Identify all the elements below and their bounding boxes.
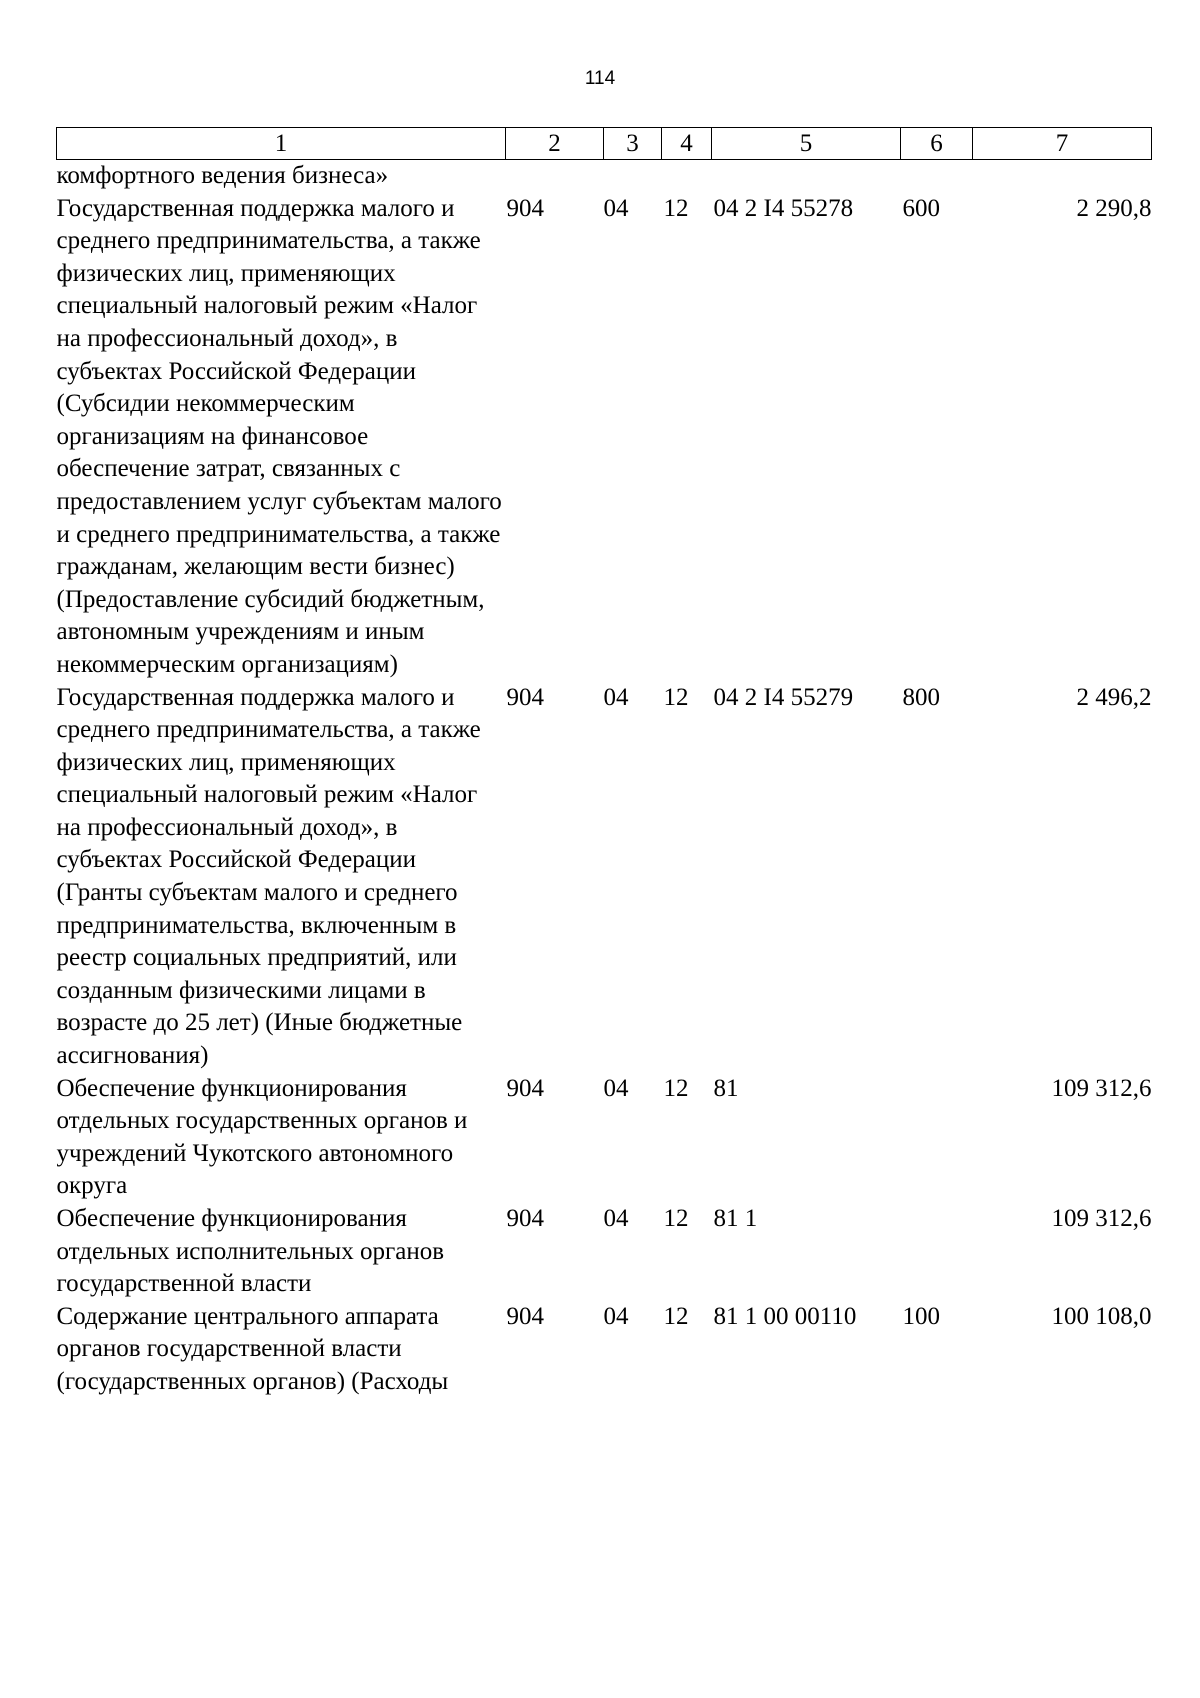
row-name: Содержание центрального аппарата органов государственной власти (государственных органов) (Расходы (56, 1302, 449, 1395)
row-target-article: 04 2 I4 55278 (713, 194, 854, 222)
row-target-article: 04 2 I4 55279 (713, 683, 854, 711)
header-col-3: 3 (604, 128, 662, 160)
row-section-code: 04 (603, 1302, 629, 1330)
row-expense-type: 100 (902, 1302, 940, 1330)
table-body (57, 160, 1152, 1399)
row-subsection-code: 12 (663, 683, 689, 711)
row-subsection-code: 12 (663, 1074, 689, 1102)
page-number: 114 (584, 68, 616, 89)
row-name: Обеспечение функционирования отдельных государственных органов и учреждений Чукотского автономного округа (56, 1074, 468, 1200)
row-target-article: 81 1 (713, 1205, 758, 1232)
header-col-1: 1 (57, 128, 506, 160)
row-subsection-code: 12 (663, 1205, 689, 1232)
row-expense-type: 800 (902, 683, 940, 711)
row-subsection-code: 12 (663, 194, 689, 222)
row-ministry-code (506, 160, 604, 193)
row-expense-type (901, 1203, 973, 1301)
table-row (57, 1203, 1152, 1301)
row-name: Государственная поддержка малого и среднего предпринимательства, а также физических лиц, применяющих специальный налоговый режим «Налог на профессиональный доход», в субъектах Российской Федерации (Субсидии некоммерческим организациям на финансовое обеспечение затрат, связанных с предоставлением услуг субъектам малого и среднего предпринимательства, а также гражданам, желающим вести бизнес) (Предоставление субсидий бюджетным, автономным учреждениям и иным некоммерческим организациям) (56, 194, 502, 678)
row-section-code: 04 (603, 1074, 629, 1102)
row-target-article: 81 1 00 00110 (713, 1302, 857, 1330)
table-row (57, 1301, 1152, 1399)
row-section-code (604, 160, 662, 193)
row-amount: 2 290,8 (1076, 194, 1152, 222)
row-subsection-code: 12 (663, 1302, 689, 1330)
row-target-article: 81 (713, 1074, 739, 1102)
row-amount: 2 496,2 (1076, 683, 1152, 711)
row-section-code: 04 (603, 194, 629, 222)
row-ministry-code: 904 (506, 1074, 544, 1102)
row-expense-type: 600 (902, 194, 940, 222)
table-header (57, 128, 1152, 160)
header-col-4: 4 (662, 128, 712, 160)
row-amount: 109 312,6 (1051, 1205, 1152, 1232)
row-name: комфортного ведения бизнеса» (56, 162, 389, 189)
row-section-code: 04 (603, 683, 629, 711)
row-amount (973, 160, 1152, 193)
row-section-code: 04 (603, 1205, 629, 1232)
header-row (57, 128, 1152, 160)
row-ministry-code: 904 (506, 1302, 544, 1330)
row-ministry-code: 904 (506, 1205, 544, 1232)
budget-table (56, 127, 1152, 1399)
row-subsection-code (662, 160, 712, 193)
header-col-7: 7 (973, 128, 1152, 160)
row-ministry-code: 904 (506, 194, 544, 222)
header-col-2: 2 (506, 128, 604, 160)
row-amount: 100 108,0 (1051, 1302, 1152, 1330)
row-target-article (712, 160, 901, 193)
row-name: Государственная поддержка малого и среднего предпринимательства, а также физических лиц, применяющих специальный налоговый режим «Налог на профессиональный доход», в субъектах Российской Федерации (Гранты субъектам малого и среднего предпринимательства, включенным в реестр социальных предприятий, или созданным физическими лицами в возрасте до 25 лет) (Иные бюджетные ассигнования) (56, 683, 481, 1070)
row-expense-type (901, 160, 973, 193)
table-row (57, 160, 1152, 193)
table-row (57, 193, 1152, 682)
row-ministry-code: 904 (506, 683, 544, 711)
header-col-5: 5 (712, 128, 901, 160)
row-amount: 109 312,6 (1051, 1074, 1152, 1102)
table-row (57, 682, 1152, 1073)
table-row (57, 1073, 1152, 1203)
header-col-6: 6 (901, 128, 973, 160)
row-name: Обеспечение функционирования отдельных исполнительных органов государственной власти (56, 1205, 444, 1298)
row-expense-type (901, 1073, 973, 1203)
